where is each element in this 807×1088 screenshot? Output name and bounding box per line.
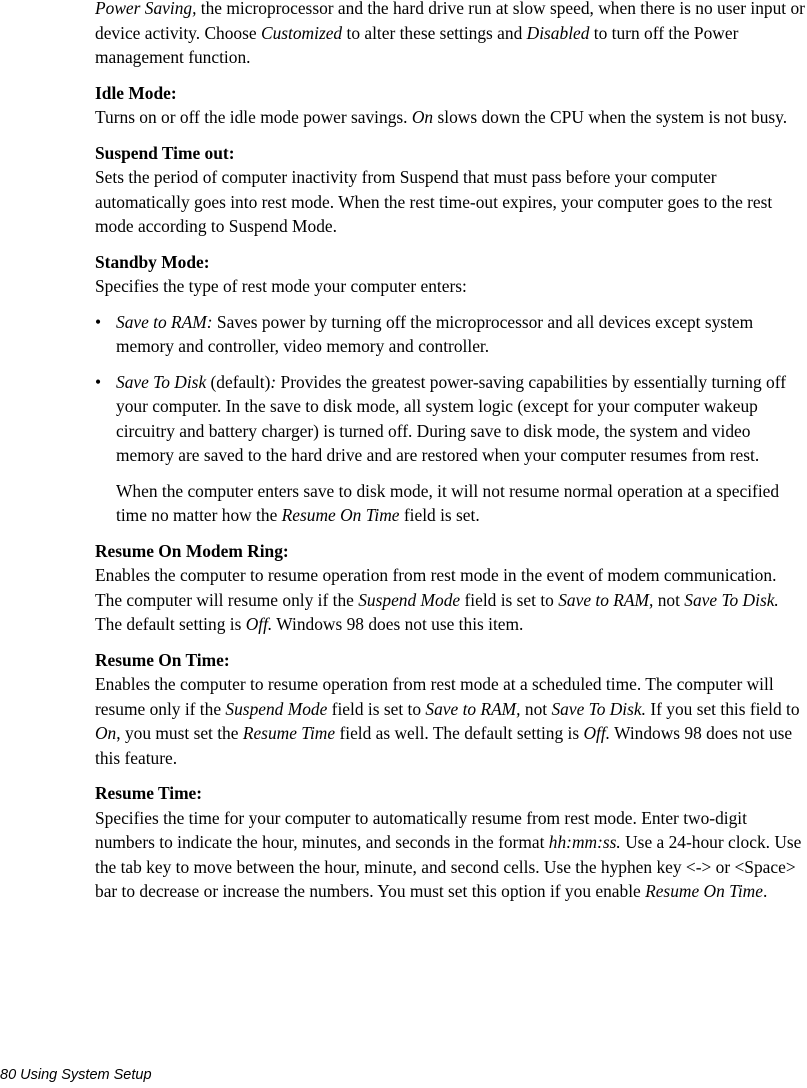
suspend-timeout-section <box>95 141 807 239</box>
bullet-2-em: Save To Disk <box>116 371 207 392</box>
ontime-text-2: field is set to <box>327 698 426 719</box>
ontime-em-2: Save to RAM, <box>425 698 521 719</box>
bullet-2-colon: : <box>270 371 277 392</box>
resume-on-time-section <box>95 648 807 771</box>
resume-on-time-body <box>95 672 807 770</box>
ontime-text-7: Windows 98 does not use this feature. <box>95 723 793 768</box>
resume-on-time-heading: Resume On Time: <box>95 649 230 670</box>
standby-mode-intro: Specifies the type of rest mode your computer enters: <box>95 276 467 296</box>
ontime-em-4: On <box>95 723 117 743</box>
resume-time-body <box>95 806 807 904</box>
modem-text-1: Enables the computer to resume operation from rest mode in the event of modem communication. The computer will resume only if the <box>95 565 777 610</box>
modem-em-2: Save to RAM, <box>558 589 654 610</box>
standby-save-to-disk-note <box>95 479 807 528</box>
standby-bullet-save-to-disk <box>95 370 807 468</box>
intro-text-2: to alter these settings and <box>342 22 527 43</box>
idle-mode-heading: Idle Mode: <box>95 82 177 103</box>
standby-bullet-save-to-ram <box>95 310 807 359</box>
intro-paragraph <box>95 0 807 70</box>
ontime-text-4: If you set this field to <box>645 698 800 719</box>
resume-on-modem-ring-body <box>95 563 807 637</box>
bullet-1-text: Saves power by turning off the microprocessor and all devices except system memory and controller, video memory and controller. <box>116 311 754 356</box>
standby-mode-section <box>95 250 807 528</box>
suspend-timeout-body: Sets the period of computer inactivity from Suspend that must pass before your computer automatically goes into rest mode. When the rest time-out expires, your computer goes to the rest mode according to Suspend Mode. <box>95 167 773 236</box>
ontime-text-6: field as well. The default setting is <box>335 723 584 743</box>
bullet-2-text-1: (default) <box>206 371 271 392</box>
intro-em-1: Power Saving, <box>95 0 197 18</box>
intro-text-1: the microprocessor and the hard drive run at slow speed, when there is no user input or device activity. Choose <box>95 0 805 43</box>
resume-on-modem-ring-heading: Resume On Modem Ring: <box>95 540 289 561</box>
suspend-timeout-heading: Suspend Time out: <box>95 142 235 163</box>
resume-on-modem-ring-section <box>95 539 807 637</box>
ontime-em-6: Off. <box>583 723 611 743</box>
modem-text-3: not <box>653 589 685 610</box>
bullet-1-em: Save to RAM: <box>116 311 213 332</box>
idle-em-1: On <box>411 107 434 127</box>
rtime-text-3: . <box>762 881 768 901</box>
ontime-text-3: not <box>520 698 552 719</box>
resume-time-section <box>95 781 807 904</box>
rtime-em-2: Resume On Time <box>645 881 763 901</box>
modem-text-2: field is set to <box>460 589 559 610</box>
resume-time-heading: Resume Time: <box>95 783 203 803</box>
bullet-icon: • <box>95 371 102 392</box>
note-em-1: Resume On Time <box>281 505 400 525</box>
idle-text-2: slows down the CPU when the system is not busy. <box>433 107 788 127</box>
ontime-text-5: , you must set the <box>116 723 243 743</box>
page-footer: 80 Using System Setup <box>0 1067 152 1083</box>
ontime-em-5: Resume Time <box>242 723 336 743</box>
modem-text-5: Windows 98 does not use this item. <box>272 614 524 634</box>
idle-text-1: Turns on or off the idle mode power savings. <box>95 107 412 127</box>
page-content <box>95 0 807 915</box>
modem-text-4: The default setting is <box>95 614 246 634</box>
ontime-em-3: Save To Disk. <box>551 698 646 719</box>
intro-em-2: Customized <box>260 22 343 43</box>
bullet-2-text-2: Provides the greatest power-saving capabilities by essentially turning off your computer. In the save to disk mode, all system logic (except for your computer wakeup circuitry and battery charger) is turned off. During save to disk mode, the system and video memory are saved to the hard drive and are restored when your computer resumes from rest. <box>116 371 787 465</box>
idle-mode-body <box>95 105 807 130</box>
rtime-text-2: Use a 24-hour clock. Use the tab key to move between the hour, minute, and second cells. Use the hyphen key <-> or <Space> bar to decrease or increase the numbers. You must set this option if you enable <box>95 832 802 901</box>
ontime-em-1: Suspend Mode <box>225 698 328 719</box>
intro-em-3: Disabled <box>526 22 590 43</box>
note-text-1: When the computer enters save to disk mode, it will not resume normal operation at a specified time no matter how the <box>116 480 780 525</box>
standby-mode-heading: Standby Mode: <box>95 251 210 272</box>
intro-text-3: to turn off the Power management function. <box>95 22 739 67</box>
ontime-text-1: Enables the computer to resume operation from rest mode at a scheduled time. The computer will resume only if the <box>95 674 774 719</box>
rtime-em-1: hh:mm:ss. <box>548 832 621 852</box>
note-text-2: field is set. <box>399 505 480 525</box>
bullet-icon: • <box>95 311 102 332</box>
modem-em-4: Off. <box>245 614 273 634</box>
modem-em-1: Suspend Mode <box>358 589 461 610</box>
modem-em-3: Save To Disk. <box>684 589 779 610</box>
idle-mode-section <box>95 81 807 130</box>
rtime-text-1: Specifies the time for your computer to automatically resume from rest mode. Enter two-digit numbers to indicate the hour, minutes, and seconds in the format <box>95 807 747 852</box>
